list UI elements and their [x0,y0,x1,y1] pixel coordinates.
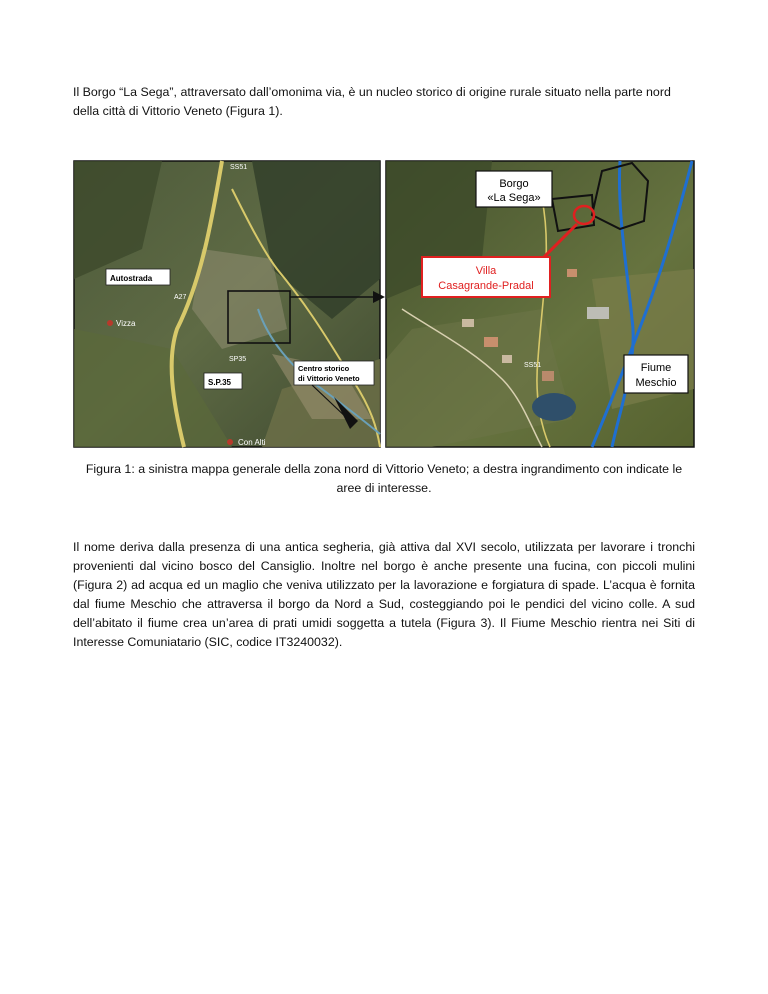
vizza-label: Vizza [116,319,136,328]
a27-label: A27 [174,294,187,301]
ss51-right-label: SS51 [524,362,542,369]
ss51-left-label: SS51 [230,164,248,171]
autostrada-label: Autostrada [110,274,153,283]
fiume-label-1: Fiume [640,362,672,374]
right-map [386,161,694,447]
sp35-small-label: SP35 [229,356,247,363]
villa-label-1: Villa [475,265,497,277]
borgo-label-2: «La Sega» [487,192,541,204]
sp35-box-label: S.P.35 [208,378,231,387]
centro-storico-label-1: Centro storico [298,364,350,373]
intro-paragraph: Il Borgo “La Sega”, attraversato dall’omonima via, è un nucleo storico di origine rurale situato nella parte nord della città di Vittorio Veneto (Figura 1). [73,85,671,118]
body-paragraph: Il nome deriva dalla presenza di una antica segheria, già attiva dal XVI secolo, utilizzata per lavorare i tronchi provenienti dal vicino bosco del Cansiglio. Inoltre nel borgo è anche presente una fucina, con piccoli mulini (Figura 2) ad acqua ed un maglio che veniva utilizzato per la lavorazione e forgiatura di spade. L’acqua è fornita dal fiume Meschio che attraversa il borgo da Nord a Sud, costeggiando poi le pendici del vicino colle. A sud dell’abitato il fiume crea un’area di prati umidi soggetta a tutela (Figura 3). Il Fiume Meschio rientra nei Siti di Interesse Comuniatario (SIC, codice IT3240032). [73,540,695,649]
left-map [74,161,382,447]
con-alti-label: Con Alti [238,438,266,447]
figure-caption: Figura 1: a sinistra mappa generale della zona nord di Vittorio Veneto; a destra ingrandimento con indicate le aree di interesse. [85,462,683,495]
villa-label-2: Casagrande-Pradal [438,280,534,292]
figure-1 [72,159,696,449]
centro-storico-label-2: di Vittorio Veneto [298,374,360,383]
borgo-label-1: Borgo [499,178,529,190]
fiume-label-2: Meschio [635,377,677,389]
